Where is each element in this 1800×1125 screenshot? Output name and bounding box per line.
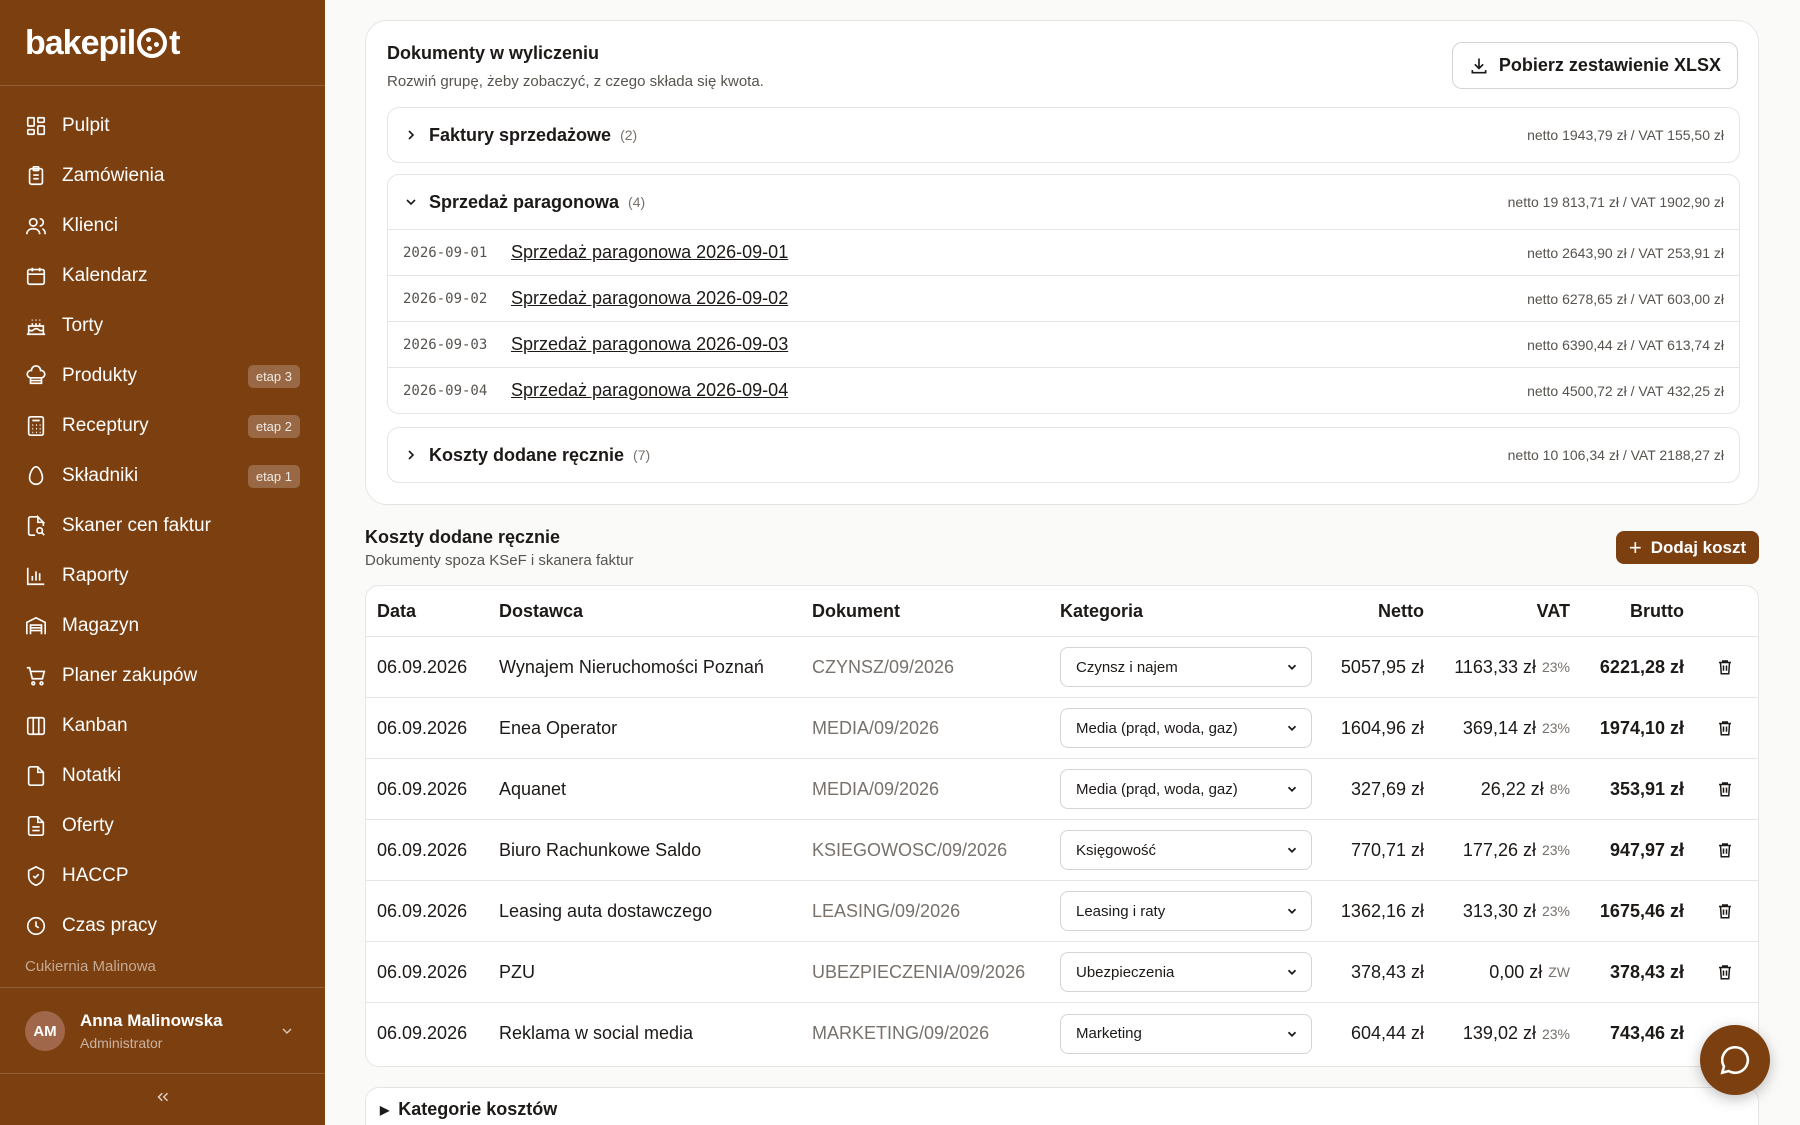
nav-label: Magazyn (62, 615, 140, 636)
nav-item-receptury[interactable] (0, 401, 325, 451)
cell-document: UBEZPIECZENIA/09/2026 (812, 961, 1026, 982)
user-role: Administrator (80, 1035, 163, 1051)
category-select[interactable] (1060, 891, 1312, 931)
document-date: 2026-09-01 (403, 244, 488, 261)
sidebar (0, 0, 325, 1125)
document-sum: netto 2643,90 zł / VAT 253,91 zł (1527, 244, 1724, 261)
nav-label: Receptury (62, 415, 149, 436)
nav-item-kalendarz[interactable] (0, 251, 325, 301)
cell-gross: 743,46 zł (1609, 1023, 1684, 1043)
cell-category (1060, 637, 1312, 697)
costs-subtitle: Dokumenty spoza KSeF i skanera faktur (365, 552, 634, 569)
cell-net: 378,43 zł (1350, 961, 1424, 982)
group-name: Faktury sprzedażowe (429, 124, 612, 145)
chevrons-left-icon (154, 1088, 172, 1106)
vat-amount: 313,30 zł (1462, 900, 1536, 921)
cell-document: MARKETING/09/2026 (812, 1023, 990, 1043)
vat-amount: 139,02 zł (1462, 1023, 1536, 1043)
nav-item-magazyn[interactable] (0, 601, 325, 651)
cell-vat (1463, 1003, 1570, 1064)
nav-label: Składniki (62, 465, 139, 486)
cell-date: 06.09.2026 (377, 900, 468, 921)
cell-net: 1362,16 zł (1340, 900, 1424, 921)
category-value: Czynsz i najem (1076, 658, 1178, 676)
category-select[interactable] (1060, 769, 1312, 809)
nav-item-oferty[interactable] (0, 801, 325, 851)
cost-categories-toggle[interactable] (380, 1099, 557, 1120)
columns-icon (25, 715, 47, 737)
chevron-down-icon (1285, 660, 1299, 674)
nav-label: HACCP (62, 865, 129, 886)
group-sum: netto 19 813,71 zł / VAT 1902,90 zł (1507, 194, 1724, 210)
stage-badge: etap 3 (248, 365, 300, 388)
table-row (366, 759, 1758, 820)
divider (0, 1073, 325, 1074)
group-header[interactable] (388, 108, 1739, 162)
warehouse-icon (25, 615, 47, 637)
nav-item-pulpit[interactable] (0, 101, 325, 151)
group-name: Sprzedaż paragonowa (429, 191, 620, 212)
delete-row-button[interactable] (1716, 637, 1734, 697)
category-value: Media (prąd, woda, gaz) (1076, 780, 1238, 798)
document-sum: netto 6278,65 zł / VAT 603,00 zł (1527, 290, 1724, 307)
shield-check-icon (25, 865, 47, 887)
vat-rate: ZW (1548, 964, 1570, 980)
document-link[interactable]: Sprzedaż paragonowa 2026-09-02 (511, 288, 789, 308)
group-header[interactable] (388, 428, 1739, 482)
document-sum: netto 6390,44 zł / VAT 613,74 zł (1527, 336, 1724, 353)
document-link[interactable]: Sprzedaż paragonowa 2026-09-03 (511, 334, 789, 354)
column-header-gross[interactable]: Brutto (1630, 600, 1684, 621)
category-select[interactable] (1060, 952, 1312, 992)
category-select[interactable] (1060, 708, 1312, 748)
chat-bubble-icon (1718, 1043, 1752, 1077)
vat-rate: 8% (1549, 781, 1570, 797)
group-sum: netto 10 106,34 zł / VAT 2188,27 zł (1507, 447, 1724, 463)
nav-item-klienci[interactable] (0, 201, 325, 251)
chevron-down-icon (279, 1023, 295, 1039)
nav-label: Czas pracy (62, 915, 158, 936)
nav-label: Kanban (62, 715, 128, 736)
group-count: (2) (620, 127, 638, 143)
stage-badge: etap 2 (248, 415, 300, 438)
table-row (366, 1003, 1758, 1064)
group-name: Koszty dodane ręcznie (429, 444, 625, 465)
column-header-vat[interactable]: VAT (1536, 600, 1570, 621)
cell-document: KSIEGOWOSC/09/2026 (812, 839, 1008, 860)
cell-supplier: Wynajem Nieruchomości Poznań (499, 656, 764, 677)
bar-chart-icon (25, 565, 47, 587)
cell-date: 06.09.2026 (377, 717, 468, 738)
cell-vat (1454, 637, 1570, 697)
cell-supplier: Biuro Rachunkowe Saldo (499, 839, 702, 860)
chevron-down-icon (1285, 965, 1299, 979)
chevron-right-icon (403, 127, 419, 143)
vat-rate: 23% (1541, 1025, 1570, 1042)
group-header[interactable] (388, 175, 1739, 229)
nav-label: Produkty (62, 365, 137, 386)
costs-title: Koszty dodane ręcznie (365, 527, 561, 547)
document-date: 2026-09-03 (403, 336, 488, 353)
cell-net: 1604,96 zł (1340, 717, 1424, 738)
cell-gross: 1974,10 zł (1599, 717, 1684, 738)
document-row (388, 367, 1739, 413)
category-select[interactable] (1060, 830, 1312, 870)
nav-item-czas-pracy[interactable] (0, 901, 325, 951)
cell-gross: 1675,46 zł (1599, 900, 1684, 921)
table-row (366, 942, 1758, 1003)
cell-vat (1463, 820, 1570, 880)
nav-item-torty[interactable] (0, 301, 325, 351)
cell-date: 06.09.2026 (377, 656, 468, 677)
avatar: AM (25, 1011, 65, 1051)
add-cost-button[interactable] (1616, 531, 1759, 564)
cell-document: MEDIA/09/2026 (812, 717, 940, 738)
calendar-icon (25, 265, 47, 287)
cell-vat (1463, 881, 1570, 941)
cell-category (1060, 1003, 1312, 1064)
user-name: Anna Malinowska (80, 1011, 223, 1030)
cell-date: 06.09.2026 (377, 1023, 468, 1043)
group-count: (7) (633, 447, 651, 463)
cell-gross: 378,43 zł (1609, 961, 1684, 982)
egg-icon (25, 465, 47, 487)
category-select[interactable] (1060, 1014, 1312, 1054)
document-group-sales-invoices (387, 107, 1740, 163)
cell-vat (1463, 698, 1570, 758)
column-header-supplier[interactable]: Dostawca (499, 600, 584, 621)
vat-rate: 23% (1541, 659, 1570, 675)
costs-table (365, 585, 1759, 1067)
document-sum: netto 4500,72 zł / VAT 432,25 zł (1527, 382, 1724, 399)
cell-document: CZYNSZ/09/2026 (812, 656, 955, 677)
document-row (388, 275, 1739, 321)
vat-amount: 369,14 zł (1462, 717, 1536, 738)
document-date: 2026-09-04 (403, 382, 488, 399)
plus-icon: + (1628, 534, 1642, 560)
chevron-down-icon (1285, 782, 1299, 796)
cell-net: 770,71 zł (1350, 839, 1424, 860)
download-icon (1469, 56, 1499, 76)
cost-categories-title: Kategorie kosztów (398, 1099, 558, 1119)
cell-net: 5057,95 zł (1340, 656, 1424, 677)
grid-icon (25, 115, 47, 137)
group-sum: netto 1943,79 zł / VAT 155,50 zł (1527, 127, 1724, 143)
file-text-icon (25, 815, 47, 837)
chevron-down-icon (1285, 904, 1299, 918)
nav-item-raporty[interactable] (0, 551, 325, 601)
category-value: Ubezpieczenia (1076, 963, 1175, 981)
delete-row-button[interactable] (1716, 942, 1734, 1002)
nav-item-produkty[interactable] (0, 351, 325, 401)
document-row (388, 229, 1739, 275)
chevron-down-icon (1285, 1027, 1299, 1041)
cell-supplier: PZU (499, 961, 535, 982)
nav-item-kanban[interactable] (0, 701, 325, 751)
clipboard-icon (25, 165, 47, 187)
user-menu[interactable] (25, 1008, 300, 1054)
nav-label: Raporty (62, 565, 129, 586)
cell-supplier: Enea Operator (499, 717, 618, 738)
delete-row-button[interactable] (1716, 881, 1734, 941)
nav-item-haccp[interactable] (0, 851, 325, 901)
category-value: Media (prąd, woda, gaz) (1076, 719, 1238, 737)
nav-label: Planer zakupów (62, 665, 198, 686)
cell-category (1060, 942, 1312, 1002)
cell-date: 06.09.2026 (377, 839, 468, 860)
column-header-document[interactable]: Dokument (812, 600, 901, 621)
stage-badge: etap 1 (248, 465, 300, 488)
nav-label: Klienci (62, 215, 118, 236)
cell-vat (1489, 942, 1570, 1002)
document-group-receipt-sales (387, 174, 1740, 414)
vat-amount: 0,00 zł (1489, 961, 1543, 982)
note-icon (25, 765, 47, 787)
download-xlsx-label: Pobierz zestawienie XLSX (1498, 55, 1721, 75)
cell-document: LEASING/09/2026 (812, 900, 961, 921)
cake-icon (25, 315, 47, 337)
cart-icon (25, 665, 47, 687)
user-info (80, 1011, 223, 1051)
divider (0, 987, 325, 988)
category-value: Leasing i raty (1076, 902, 1166, 920)
nav-item-planer-zakupow[interactable] (0, 651, 325, 701)
vat-rate: 23% (1541, 903, 1570, 919)
nav-label: Torty (62, 315, 104, 336)
group-count: (4) (628, 194, 646, 210)
nav-label: Notatki (62, 765, 122, 786)
vat-rate: 23% (1541, 720, 1570, 736)
collapse-sidebar-button[interactable] (0, 1088, 325, 1106)
cell-supplier: Reklama w social media (499, 1023, 694, 1043)
cell-gross: 6221,28 zł (1599, 656, 1684, 677)
cell-net: 604,44 zł (1350, 1023, 1424, 1043)
table-row (366, 820, 1758, 881)
cell-category (1060, 820, 1312, 880)
category-value: Marketing (1076, 1025, 1142, 1042)
cell-category (1060, 698, 1312, 758)
documents-title: Dokumenty w wyliczeniu (387, 43, 600, 63)
document-group-manual-costs (387, 427, 1740, 483)
column-header-net[interactable]: Netto (1378, 600, 1424, 621)
calculator-icon (25, 415, 47, 437)
users-icon (25, 215, 47, 237)
document-date: 2026-09-02 (403, 290, 488, 307)
nav-label: Kalendarz (62, 265, 148, 286)
trash-icon (1716, 658, 1734, 676)
cell-date: 06.09.2026 (377, 961, 468, 982)
main-nav (0, 101, 325, 951)
vat-amount: 177,26 zł (1462, 839, 1536, 860)
cell-gross: 353,91 zł (1609, 778, 1684, 799)
logo-text-end: t (169, 23, 180, 62)
chef-hat-icon (25, 365, 47, 387)
organization-name: Cukiernia Malinowa (25, 958, 156, 975)
trash-icon (1716, 963, 1734, 981)
document-row (388, 321, 1739, 367)
chevron-down-icon (1285, 843, 1299, 857)
table-row (366, 698, 1758, 759)
vat-amount: 26,22 zł (1480, 778, 1544, 799)
nav-item-skaner-cen-faktur[interactable] (0, 501, 325, 551)
cell-document: MEDIA/09/2026 (812, 778, 940, 799)
cell-date: 06.09.2026 (377, 778, 468, 799)
file-scan-icon (25, 515, 47, 537)
cookie-icon (137, 28, 167, 58)
nav-label: Zamówienia (62, 165, 165, 186)
cell-category (1060, 759, 1312, 819)
column-header-category[interactable]: Kategoria (1060, 600, 1144, 621)
cell-gross: 947,97 zł (1609, 839, 1684, 860)
trash-icon (1716, 719, 1734, 737)
vat-amount: 1163,33 zł (1454, 656, 1536, 677)
logo-text: bakepil (25, 23, 136, 62)
chevron-right-icon (403, 447, 419, 463)
nav-label: Pulpit (62, 115, 110, 136)
divider (0, 85, 325, 86)
table-header (366, 586, 1758, 637)
nav-label: Skaner cen faktur (62, 515, 211, 536)
trash-icon (1716, 780, 1734, 798)
delete-row-button[interactable] (1716, 820, 1734, 880)
category-value: Księgowość (1076, 841, 1157, 859)
cell-supplier: Leasing auta dostawczego (499, 900, 713, 921)
document-link[interactable]: Sprzedaż paragonowa 2026-09-01 (511, 242, 789, 262)
nav-label: Oferty (62, 815, 114, 836)
category-select[interactable] (1060, 647, 1312, 687)
cell-net: 327,69 zł (1350, 778, 1424, 799)
cost-categories-panel (365, 1087, 1759, 1125)
download-xlsx-button[interactable] (1452, 42, 1738, 89)
document-link[interactable]: Sprzedaż paragonowa 2026-09-04 (511, 380, 789, 400)
documents-panel (365, 20, 1759, 505)
delete-row-button[interactable] (1716, 759, 1734, 819)
delete-row-button[interactable] (1716, 698, 1734, 758)
nav-item-zamowienia[interactable] (0, 151, 325, 201)
chevron-down-icon (1285, 721, 1299, 735)
trash-icon (1716, 902, 1734, 920)
triangle-right-icon: ▶ (380, 1102, 390, 1117)
trash-icon (1716, 841, 1734, 859)
table-row (366, 881, 1758, 942)
documents-subtitle: Rozwiń grupę, żeby zobaczyć, z czego składa się kwota. (387, 73, 764, 90)
cell-category (1060, 881, 1312, 941)
column-header-date[interactable]: Data (377, 600, 417, 621)
vat-rate: 23% (1541, 842, 1570, 858)
nav-item-skladniki[interactable] (0, 451, 325, 501)
chat-button[interactable] (1700, 1025, 1770, 1095)
cell-vat (1481, 759, 1570, 819)
chevron-down-icon (403, 194, 419, 210)
bakepilot-logo[interactable] (25, 20, 180, 66)
nav-item-notatki[interactable] (0, 751, 325, 801)
clock-icon (25, 915, 47, 937)
add-cost-label: Dodaj koszt (1650, 537, 1747, 557)
cell-supplier: Aquanet (499, 778, 567, 799)
table-row (366, 637, 1758, 698)
